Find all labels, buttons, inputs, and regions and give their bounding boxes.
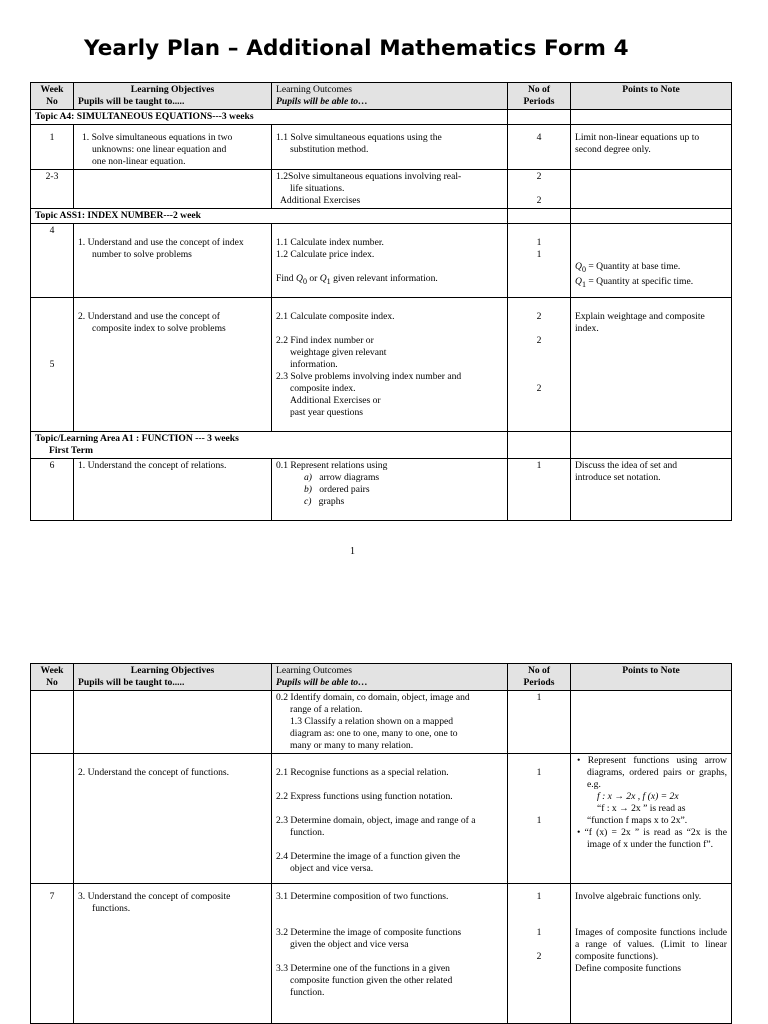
spacer — [276, 299, 503, 311]
spacer — [78, 299, 267, 311]
spacer — [575, 237, 727, 249]
outcome-line: 3.2 Determine the image of composite functions — [276, 927, 462, 938]
spacer — [276, 261, 503, 273]
outcome-cell — [272, 459, 508, 521]
table-row — [31, 754, 732, 884]
week-cell — [31, 754, 74, 884]
spacer — [512, 371, 566, 383]
list-marker: b) — [304, 484, 312, 495]
notes-cell — [571, 691, 732, 754]
spacer — [276, 323, 503, 335]
objective-line: 1. Solve simultaneous equations in two — [82, 132, 233, 143]
spacer — [575, 915, 727, 927]
spacer — [512, 359, 566, 371]
outcome-line: 1.3 Classify a relation shown on a mapped — [290, 716, 454, 727]
outcome-line — [276, 472, 503, 484]
header-week — [31, 83, 74, 110]
objective-cell — [74, 691, 272, 754]
outcome-line: many or many to many relation. — [290, 740, 414, 751]
topic-a4: Topic A4: SIMULTANEOUS EQUATIONS---3 weeks — [31, 110, 508, 125]
spacer — [276, 755, 503, 767]
periods-value: 4 — [536, 132, 542, 143]
table-row — [31, 170, 732, 209]
outcome-line: function. — [290, 827, 325, 838]
objective-line: composite index to solve problems — [92, 323, 226, 334]
week-cell: 5 — [31, 298, 74, 432]
week-cell — [31, 691, 74, 754]
periods-value: 2 — [536, 951, 542, 962]
outcome-line: 2.3 Determine domain, object, image and range of a — [276, 815, 476, 826]
spacer — [512, 903, 566, 915]
header-out-line1: Learning Outcomes — [276, 84, 352, 95]
objective-line: unknowns: one linear equation and — [92, 144, 227, 155]
outcome-cell — [272, 884, 508, 1024]
page-number: 1 — [350, 546, 355, 557]
objective-line: one non-linear equation. — [92, 156, 186, 167]
week-value: 7 — [49, 891, 55, 902]
header-lo-line1: Learning Objectives — [130, 84, 215, 95]
q-subscript: 0 — [581, 264, 586, 274]
note-line: Explain weightage and composite — [575, 311, 705, 322]
notes-cell — [571, 459, 732, 521]
header-out-line2: Pupils will be able to… — [276, 677, 368, 688]
objective-cell — [74, 170, 272, 209]
q-subscript: 0 — [302, 276, 307, 286]
outcome-line: range of a relation. — [290, 704, 363, 715]
periods-value: 1 — [536, 237, 542, 248]
outcome-line: Additional Exercises or — [290, 395, 381, 406]
outcome-text: or — [306, 273, 320, 284]
q-symbol: Q — [575, 261, 582, 272]
spacer — [276, 779, 503, 791]
header-out-line2: Pupils will be able to… — [276, 96, 368, 107]
header-learning-outcomes — [272, 664, 508, 691]
q-symbol: Q — [575, 275, 582, 287]
spacer — [575, 299, 727, 311]
spacer — [512, 225, 566, 237]
header-week-line1: Week — [40, 84, 64, 95]
header-week-line2: No — [46, 677, 58, 688]
header-per-line2: Periods — [523, 96, 555, 107]
outcome-cell — [272, 298, 508, 432]
objective-line: number to solve problems — [92, 249, 192, 260]
notes-cell — [571, 298, 732, 432]
spacer — [276, 915, 503, 927]
spacer — [512, 299, 566, 311]
outcome-cell — [272, 224, 508, 298]
periods-cell — [508, 170, 571, 209]
outcome-line: object and vice versa. — [290, 863, 374, 874]
periods-cell — [508, 884, 571, 1024]
topic-a4-notes — [571, 110, 732, 125]
topic-row-a1 — [31, 432, 732, 459]
spacer — [276, 951, 503, 963]
outcome-line: 3.3 Determine one of the functions in a given — [276, 963, 450, 974]
outcome-line: 0.2 Identify domain, co domain, object, image and — [276, 692, 470, 703]
math-expression: f : x → 2x , f (x) = 2x — [597, 791, 679, 802]
objective-cell — [74, 224, 272, 298]
outcome-line — [276, 273, 503, 288]
math-expression: “f : x → 2x ” is read as — [597, 803, 686, 814]
note-line — [575, 276, 727, 291]
outcome-line: 2.2 Express functions using function notation. — [276, 791, 453, 802]
header-periods — [508, 83, 571, 110]
topic-a1 — [31, 432, 508, 459]
outcome-line: composite function given the other related — [290, 975, 453, 986]
outcome-line: substitution method. — [290, 144, 369, 155]
objective-cell — [74, 298, 272, 432]
outcome-line: 1.2 Calculate price index. — [276, 249, 375, 260]
q-subscript: 1 — [581, 279, 586, 289]
week-value: 1 — [49, 132, 55, 143]
q-subscript: 1 — [326, 276, 331, 286]
list-marker: c) — [304, 496, 312, 507]
outcome-line: past year questions — [290, 407, 364, 418]
header-week — [31, 664, 74, 691]
week-cell — [31, 884, 74, 1024]
topic-a1-line2: First Term — [49, 445, 93, 456]
note-line: index. — [575, 323, 599, 334]
table-row — [31, 125, 732, 170]
topic-a1-periods — [508, 432, 571, 459]
week-cell — [31, 125, 74, 170]
periods-value: 1 — [536, 249, 542, 260]
topic-a4-periods — [508, 110, 571, 125]
topic-ass1: Topic ASS1: INDEX NUMBER---2 week — [31, 209, 508, 224]
periods-value: 2 — [536, 335, 542, 346]
week-cell: 6 — [31, 459, 74, 521]
spacer — [575, 249, 727, 261]
objective-cell — [74, 884, 272, 1024]
objective-line: 2. Understand and use the concept of — [78, 311, 220, 322]
header-row — [31, 83, 732, 110]
outcome-line: composite index. — [290, 383, 356, 394]
outcome-line — [276, 496, 503, 508]
note-text: “f (x) = 2x ” is read as “2x is the image of x under the function f”. — [584, 827, 727, 850]
notes-cell — [571, 125, 732, 170]
list-marker: a) — [304, 472, 312, 483]
header-learning-objectives — [74, 664, 272, 691]
outcome-text: arrow diagrams — [319, 472, 380, 483]
periods-cell — [508, 754, 571, 884]
periods-value: 1 — [536, 927, 542, 938]
note-line: second degree only. — [575, 144, 651, 155]
periods-cell — [508, 224, 571, 298]
outcome-cell — [272, 691, 508, 754]
outcome-line: 2.1 Calculate composite index. — [276, 311, 395, 322]
header-week-line1: Week — [40, 665, 64, 676]
table-row — [31, 298, 732, 432]
outcome-line: 1.1 Calculate index number. — [276, 237, 384, 248]
notes-cell — [571, 884, 732, 1024]
header-out-line1: Learning Outcomes — [276, 665, 352, 676]
objective-line: 1. Understand and use the concept of index — [78, 237, 244, 248]
periods-value: 2 — [536, 383, 542, 394]
topic-row-ass1 — [31, 209, 732, 224]
note-text: = Quantity at specific time. — [585, 275, 694, 287]
outcome-line: function. — [290, 987, 325, 998]
spacer — [512, 779, 566, 791]
notes-cell — [571, 224, 732, 298]
week-cell: 4 — [31, 224, 74, 298]
outcome-line: 2.2 Find index number or — [276, 335, 374, 346]
spacer — [276, 903, 503, 915]
outcome-text: ordered pairs — [319, 484, 370, 495]
outcome-line: Additional Exercises — [280, 195, 361, 206]
spacer — [512, 803, 566, 815]
periods-value: 2 — [536, 195, 542, 206]
table-row — [31, 459, 732, 521]
note-text: Represent functions using arrow diagrams, ordered pairs or graphs, e.g. — [587, 755, 727, 790]
note-line: Limit non-linear equations up to — [575, 132, 700, 143]
outcome-cell — [272, 754, 508, 884]
objective-line: 3. Understand the concept of composite — [78, 891, 231, 902]
header-per-line1: No of — [527, 665, 551, 676]
topic-ass1-periods — [508, 209, 571, 224]
periods-cell: 1 — [508, 459, 571, 521]
outcome-line: diagram as: one to one, many to one, one to — [290, 728, 458, 739]
objective-cell — [74, 125, 272, 170]
outcome-line: 0.1 Represent relations using — [276, 460, 388, 471]
spacer — [512, 347, 566, 359]
q-symbol: Q — [296, 273, 303, 284]
outcome-line: 2.4 Determine the image of a function given the — [276, 851, 461, 862]
week-cell: 2-3 — [31, 170, 74, 209]
topic-row-a4 — [31, 110, 732, 125]
notes-cell — [571, 754, 732, 884]
spacer — [512, 915, 566, 927]
topic-ass1-notes — [571, 209, 732, 224]
header-lo-line2: Pupils will be taught to..... — [78, 96, 185, 107]
outcome-cell — [272, 125, 508, 170]
outcome-line: 1.2Solve simultaneous equations involving real- — [276, 171, 462, 182]
outcome-line: 3.1 Determine composition of two functions. — [276, 891, 449, 902]
note-bullet: • Represent functions using arrow diagrams, ordered pairs or graphs, e.g. — [577, 755, 727, 790]
spacer — [512, 183, 566, 195]
spacer — [276, 803, 503, 815]
spacer — [78, 225, 267, 237]
spacer — [512, 791, 566, 803]
spacer — [512, 323, 566, 335]
header-learning-objectives — [74, 83, 272, 110]
outcome-line — [276, 484, 503, 496]
note-line: introduce set notation. — [575, 472, 661, 483]
outcome-line: weightage given relevant — [290, 347, 387, 358]
periods-value: 2 — [536, 311, 542, 322]
outcome-text: graphs — [318, 496, 345, 507]
outcome-text: Find — [276, 273, 296, 284]
outcome-line: 1.1 Solve simultaneous equations using the — [276, 132, 442, 143]
periods-value: 1 — [536, 767, 542, 778]
objective-cell — [74, 754, 272, 884]
note-text: = Quantity at base time. — [585, 261, 681, 272]
header-lo-line1: Learning Objectives — [130, 665, 215, 676]
spacer — [78, 755, 267, 767]
outcome-line: information. — [290, 359, 338, 370]
header-lo-line2: Pupils will be taught to..... — [78, 677, 185, 688]
topic-a1-notes — [571, 432, 732, 459]
document-title: Yearly Plan – Additional Mathematics Form 4 — [84, 36, 629, 61]
spacer — [575, 903, 727, 915]
spacer — [276, 839, 503, 851]
periods-value: 1 — [536, 891, 542, 902]
spacer — [512, 755, 566, 767]
outcome-text: given relevant information. — [330, 273, 438, 284]
periods-value: 1 — [536, 815, 542, 826]
header-row — [31, 664, 732, 691]
note-line: Involve algebraic functions only. — [575, 891, 702, 902]
topic-a1-line1: Topic/Learning Area A1 : FUNCTION --- 3 weeks — [35, 433, 239, 444]
outcome-line: 2.1 Recognise functions as a special relation. — [276, 767, 449, 778]
header-points-to-note: Points to Note — [571, 664, 732, 691]
header-per-line2: Periods — [523, 677, 555, 688]
spacer — [512, 939, 566, 951]
header-week-line2: No — [46, 96, 58, 107]
periods-cell — [508, 298, 571, 432]
header-per-line1: No of — [527, 84, 551, 95]
outcome-cell — [272, 170, 508, 209]
notes-cell — [571, 170, 732, 209]
objective-line: 2. Understand the concept of functions. — [78, 767, 230, 778]
note-line — [575, 261, 727, 276]
header-periods — [508, 664, 571, 691]
spacer — [276, 225, 503, 237]
q-symbol: Q — [319, 273, 327, 284]
periods-cell: 1 — [508, 691, 571, 754]
outcome-line: 2.3 Solve problems involving index number and — [276, 371, 462, 382]
note-text: “function f maps x to 2x”. — [587, 815, 688, 826]
objective-line: functions. — [92, 903, 131, 914]
periods-cell — [508, 125, 571, 170]
outcome-line: given the object and vice versa — [290, 939, 409, 950]
table-row — [31, 224, 732, 298]
outcome-line: life situations. — [290, 183, 345, 194]
periods-value: 2 — [536, 171, 542, 182]
table-row — [31, 884, 732, 1024]
spacer — [575, 225, 727, 237]
yearly-plan-table-page-2 — [30, 663, 732, 1024]
yearly-plan-table-page-1 — [30, 82, 732, 521]
objective-cell: 1. Understand the concept of relations. — [74, 459, 272, 521]
header-points-to-note: Points to Note — [571, 83, 732, 110]
note-line: Define composite functions — [575, 963, 682, 974]
note-line: Discuss the idea of set and — [575, 460, 678, 471]
table-row — [31, 691, 732, 754]
note-line: Images of composite functions include a range of values. (Limit to linear composite functions). — [575, 927, 727, 962]
note-bullet: • “f (x) = 2x ” is read as “2x is the image of x under the function f”. — [577, 827, 727, 850]
header-learning-outcomes — [272, 83, 508, 110]
